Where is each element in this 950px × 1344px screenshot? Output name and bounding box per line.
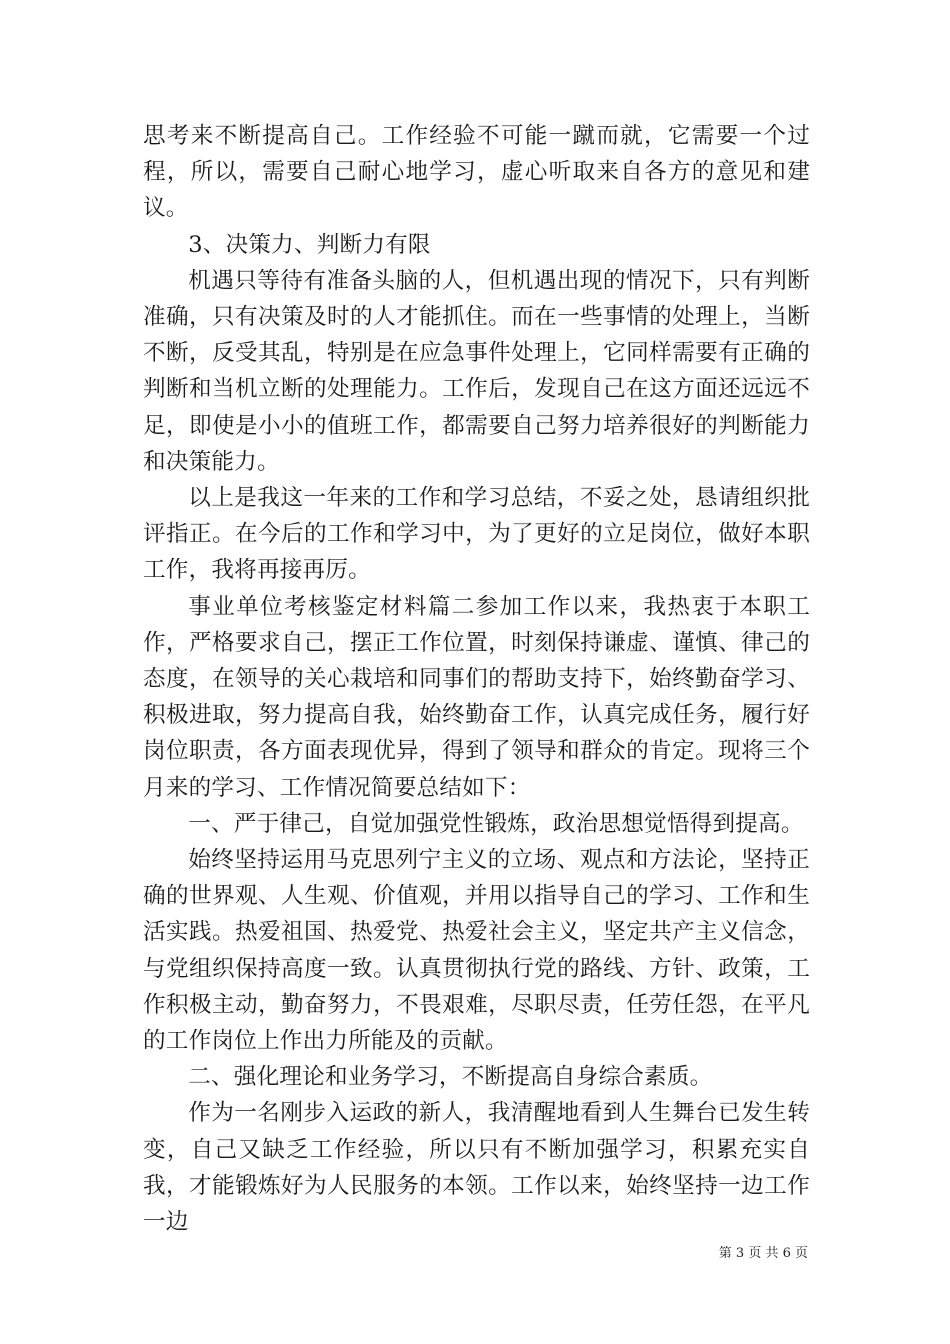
- paragraph-2-heading: 3、决策力、判断力有限: [188, 231, 431, 258]
- paragraph-1: 思考来不断提高自己。工作经验不可能一蹴而就，它需要一个过程，所以，需要自己耐心地学习，虚心听取来自各方的意见和建议。: [143, 123, 810, 222]
- paragraph-4: 以上是我这一年来的工作和学习总结，不妥之处，恳请组织批评指正。在今后的工作和学习中，为了更好的立足岗位，做好本职工作，我将再接再厉。: [143, 485, 810, 584]
- paragraph-5: 事业单位考核鉴定材料篇二参加工作以来，我热衷于本职工作，严格要求自己，摆正工作位置，时刻保持谦虚、谨慎、律己的态度，在领导的关心栽培和同事们的帮助支持下，始终勤奋学习、积极进取，努力提高自我，始终勤奋工作，认真完成任务，履行好岗位职责，各方面表现优异，得到了领导和群众的肯定。现将三个月来的学习、工作情况简要总结如下：: [143, 593, 810, 801]
- page-number-footer: 第 3 页 共 6 页: [718, 1246, 808, 1261]
- document-body: [143, 118, 810, 1240]
- paragraph-8-heading: 二、强化理论和业务学习，不断提高自身综合素质。: [188, 1064, 713, 1091]
- paragraph-3: 机遇只等待有准备头脑的人，但机遇出现的情况下，只有判断准确，只有决策及时的人才能抓住。而在一些事情的处理上，当断不断，反受其乱，特别是在应急事件处理上，它同样需要有正确的判断和当机立断的处理能力。工作后，发现自己在这方面还远远不足，即使是小小的值班工作，都需要自己努力培养很好的判断能力和决策能力。: [143, 267, 810, 475]
- paragraph-6-heading: 一、严于律己，自觉加强党性锻炼，政治思想觉悟得到提高。: [188, 810, 804, 837]
- paragraph-9: 作为一名刚步入运政的新人，我清醒地看到人生舞台已发生转变，自己又缺乏工作经验，所以只有不断加强学习，积累充实自我，才能锻炼好为人民服务的本领。工作以来，始终坚持一边工作一边: [143, 1100, 810, 1236]
- paragraph-7: 始终坚持运用马克思列宁主义的立场、观点和方法论，坚持正确的世界观、人生观、价值观，并用以指导自己的学习、工作和生活实践。热爱祖国、热爱党、热爱社会主义，坚定共产主义信念，与党组织保持高度一致。认真贯彻执行党的路线、方针、政策，工作积极主动，勤奋努力，不畏艰难，尽职尽责，任劳任怨，在平凡的工作岗位上作出力所能及的贡献。: [143, 847, 810, 1055]
